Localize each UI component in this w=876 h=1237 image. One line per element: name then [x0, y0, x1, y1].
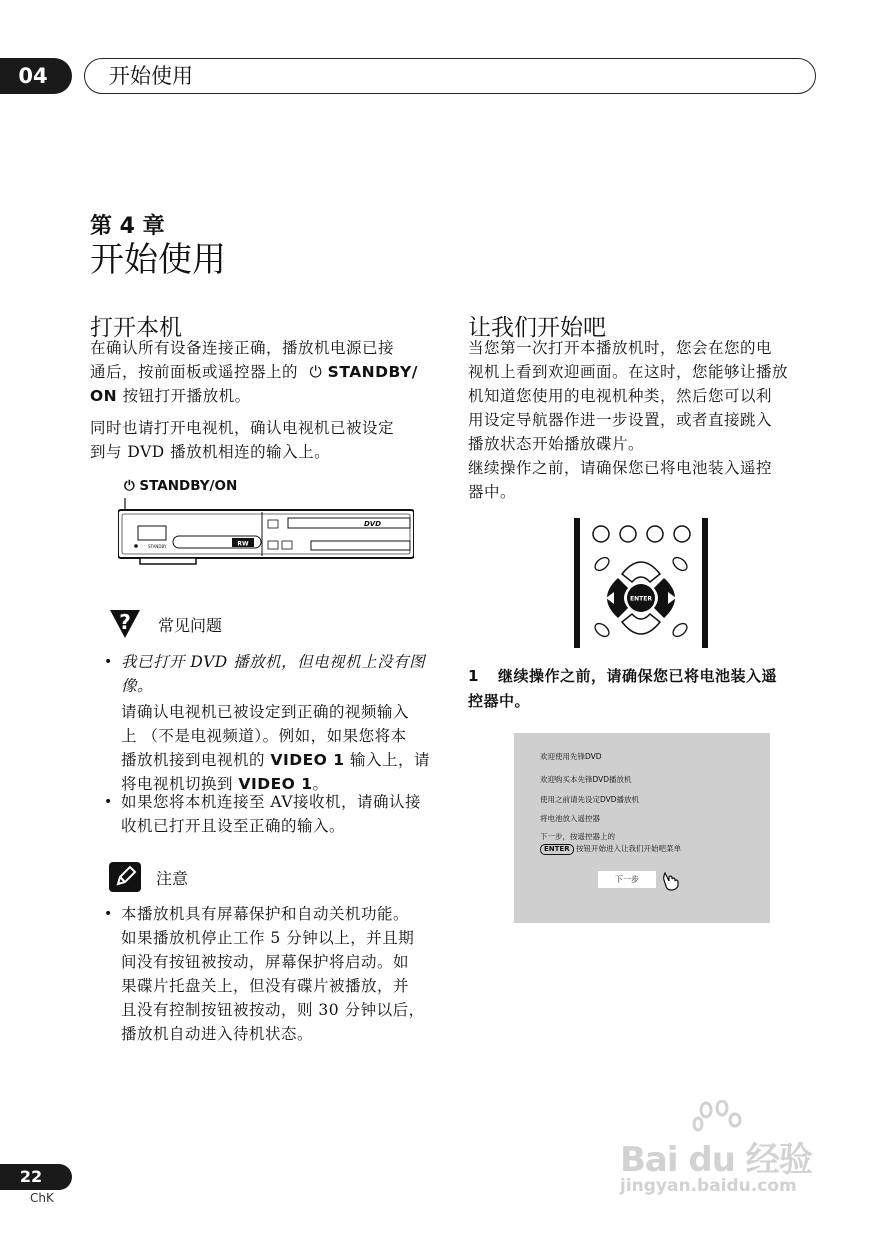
welcome-screen-osd — [514, 733, 770, 923]
page-number-badge — [0, 1164, 72, 1190]
baidu-watermark — [612, 1118, 832, 1208]
note-heading: 注意 — [156, 869, 189, 888]
section2-paragraph-1: 当您第一次打开本播放机时，您会在您的电 视机上看到欢迎画面。在这时，您能够让播放 机知道您使用的电视机种类，然后您可以利 用设定导航器作进一步设置，或者直接跳入 播放状态开始播放碟片。 — [468, 339, 789, 453]
bullet-marker: • — [104, 794, 113, 810]
section1-paragraph-1: 在确认所有设备连接正确，播放机电源已接 通后，按前面板或遥控器上的 ⏻ STANDBY/ ON 按钮打开播放机。 — [90, 339, 418, 405]
osd-line-5: ENTER 按钮开始进入让我们开始吧菜单 — [540, 843, 681, 855]
osd-line-2: 使用之前请先设定DVD播放机 — [540, 795, 640, 804]
svg-text:?: ? — [119, 610, 131, 634]
osd-title: 欢迎使用先锋DVD — [540, 752, 602, 761]
section-heading-power-on: 打开本机 — [90, 315, 182, 341]
osd-line-4: 下一步，按遥控器上的 — [540, 832, 615, 841]
faq-question-2: 如果您将本机连接至 AV接收机，请确认接 收机已打开且设至正确的输入。 — [121, 793, 422, 835]
step-1: 1 继续操作之前，请确保您已将电池装入遥 控器中。 — [468, 664, 820, 714]
bullet-marker: • — [104, 654, 113, 670]
faq-question-1: 我已打开 DVD 播放机，但电视机上没有图 像。 — [121, 653, 426, 695]
osd-line-1: 欢迎购买本先锋DVD播放机 — [540, 775, 632, 784]
faq-answer-1: 请确认电视机已被设定到正确的视频输入 上 （不是电视频道）。例如，如果您将本 播放机接到电视机的 VIDEO 1 输入上，请 将电视机切换到 VIDEO 1。 — [121, 703, 430, 793]
section-heading-lets-get-started: 让我们开始吧 — [468, 315, 606, 341]
svg-text:DVD: DVD — [364, 520, 382, 528]
chapter-label: 第 4 章 — [90, 214, 165, 239]
note-text: 本播放机具有屏幕保护和自动关机功能。 如果播放机停止工作 5 分钟以上，并且期 间没有按钮被按动，屏幕保护将启动。如 果碟片托盘关上，但没有碟片被播放，并 且没有控制按钮被按动，则 30 分钟以后， 播放机自动进入待机状态。 — [121, 905, 425, 1043]
faq-heading: 常见问题 — [158, 616, 223, 635]
watermark-brand: Bai du 经验 — [620, 1140, 812, 1180]
figure-standby-label: ⏻ STANDBY/ON — [124, 478, 238, 494]
bullet-marker: • — [104, 906, 113, 922]
header-title-bar — [84, 58, 816, 94]
svg-text:RW: RW — [237, 540, 249, 548]
chapter-badge — [0, 58, 72, 94]
chapter-number: 04 — [18, 64, 48, 88]
note-pencil-icon — [109, 862, 141, 892]
page-number: 22 — [19, 1167, 43, 1186]
section2-paragraph-2: 继续操作之前，请确保您已将电池装入遥控 器中。 — [468, 459, 773, 501]
section1-paragraph-2: 同时也请打开电视机，确认电视机已被设定 到与 DVD 播放机相连的输入上。 — [90, 419, 395, 461]
chapter-title: 开始使用 — [90, 240, 226, 280]
header-title: 开始使用 — [109, 64, 193, 88]
language-code: ChK — [30, 1191, 54, 1205]
standby-power-icon: ⏻ — [309, 363, 323, 381]
pointing-hand-icon — [660, 869, 682, 891]
faq-icon — [108, 604, 142, 640]
watermark-url: jingyan.baidu.com — [620, 1176, 797, 1196]
step-number: 1 — [468, 667, 479, 685]
svg-text:ENTER: ENTER — [630, 595, 652, 603]
dvd-player-illustration — [118, 498, 414, 578]
osd-enter-key: ENTER — [540, 844, 574, 855]
svg-text:STANDBY: STANDBY — [148, 544, 167, 549]
osd-line-3: 将电池放入遥控器 — [540, 814, 600, 823]
remote-control-illustration — [572, 516, 710, 650]
standby-power-icon: ⏻ — [124, 478, 135, 494]
osd-next-button[interactable]: 下一步 — [598, 871, 656, 888]
